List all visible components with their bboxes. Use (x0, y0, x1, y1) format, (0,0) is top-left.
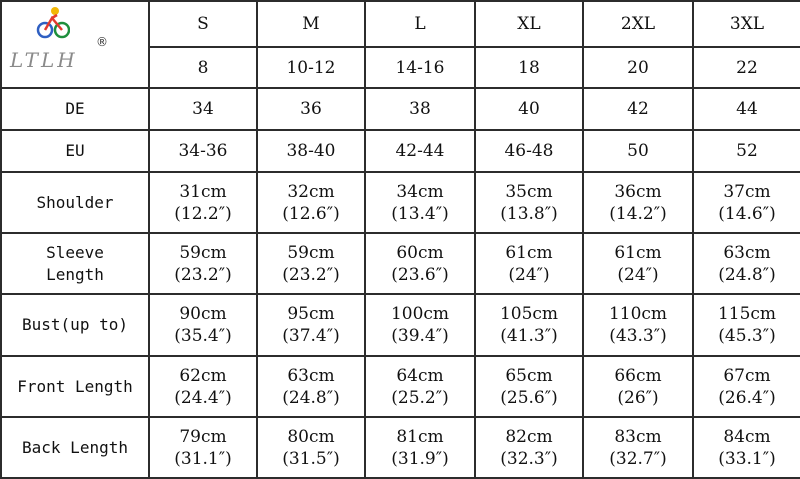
value-cell: 64cm (25.2″) (365, 356, 475, 417)
value-cell: 10-12 (257, 47, 365, 88)
value-cell: 14-16 (365, 47, 475, 88)
value-cell: 18 (475, 47, 583, 88)
brand-logo (8, 5, 118, 75)
row-label: DE (1, 88, 149, 130)
value-cell: 90cm (35.4″) (149, 294, 257, 356)
value-cell: 79cm (31.1″) (149, 417, 257, 478)
size-header-cell: XL (475, 1, 583, 47)
size-header-row (1, 1, 800, 47)
value-cell: 40 (475, 88, 583, 130)
value-cell: 67cm (26.4″) (693, 356, 800, 417)
value-cell: 34-36 (149, 130, 257, 172)
table-row (1, 88, 800, 130)
value-cell: 37cm (14.6″) (693, 172, 800, 233)
cyclist-logo-icon (36, 5, 70, 39)
value-cell: 81cm (31.9″) (365, 417, 475, 478)
value-cell: 35cm (13.8″) (475, 172, 583, 233)
row-label: Back Length (1, 417, 149, 478)
value-cell: 80cm (31.5″) (257, 417, 365, 478)
table-row (1, 130, 800, 172)
value-cell: 63cm (24.8″) (693, 233, 800, 294)
value-cell: 8 (149, 47, 257, 88)
value-cell: 46-48 (475, 130, 583, 172)
value-cell: 63cm (24.8″) (257, 356, 365, 417)
registered-mark: ® (96, 35, 108, 49)
table-row (1, 356, 800, 417)
size-header-cell: 3XL (693, 1, 800, 47)
size-header-cell: S (149, 1, 257, 47)
value-cell: 62cm (24.4″) (149, 356, 257, 417)
table-row (1, 417, 800, 478)
value-cell: 36cm (14.2″) (583, 172, 693, 233)
value-cell: 34 (149, 88, 257, 130)
value-cell: 42 (583, 88, 693, 130)
value-cell: 52 (693, 130, 800, 172)
size-header-cell: L (365, 1, 475, 47)
value-cell: 42-44 (365, 130, 475, 172)
value-cell: 100cm (39.4″) (365, 294, 475, 356)
table-row (1, 233, 800, 294)
value-cell: 66cm (26″) (583, 356, 693, 417)
size-header-cell: 2XL (583, 1, 693, 47)
value-cell: 105cm (41.3″) (475, 294, 583, 356)
value-cell: 60cm (23.6″) (365, 233, 475, 294)
value-cell: 50 (583, 130, 693, 172)
row-label: Sleeve Length (1, 233, 149, 294)
size-header-cell: M (257, 1, 365, 47)
value-cell: 110cm (43.3″) (583, 294, 693, 356)
value-cell: 59cm (23.2″) (257, 233, 365, 294)
row-label: Bust(up to) (1, 294, 149, 356)
value-cell: 65cm (25.6″) (475, 356, 583, 417)
value-cell: 59cm (23.2″) (149, 233, 257, 294)
row-label: Front Length (1, 356, 149, 417)
value-cell: 38-40 (257, 130, 365, 172)
table-row (1, 294, 800, 356)
value-cell: 82cm (32.3″) (475, 417, 583, 478)
row-label: Shoulder (1, 172, 149, 233)
brand-logo-text: LTLH (10, 48, 78, 72)
value-cell: 61cm (24″) (475, 233, 583, 294)
value-cell: 95cm (37.4″) (257, 294, 365, 356)
table-row (1, 172, 800, 233)
value-cell: 31cm (12.2″) (149, 172, 257, 233)
value-cell: 34cm (13.4″) (365, 172, 475, 233)
value-cell: 36 (257, 88, 365, 130)
value-cell: 38 (365, 88, 475, 130)
value-cell: 32cm (12.6″) (257, 172, 365, 233)
value-cell: 83cm (32.7″) (583, 417, 693, 478)
value-cell: 44 (693, 88, 800, 130)
value-cell: 22 (693, 47, 800, 88)
value-cell: 115cm (45.3″) (693, 294, 800, 356)
value-cell: 84cm (33.1″) (693, 417, 800, 478)
brand-logo-cell (1, 1, 149, 88)
row-label: EU (1, 130, 149, 172)
value-cell: 61cm (24″) (583, 233, 693, 294)
value-cell: 20 (583, 47, 693, 88)
